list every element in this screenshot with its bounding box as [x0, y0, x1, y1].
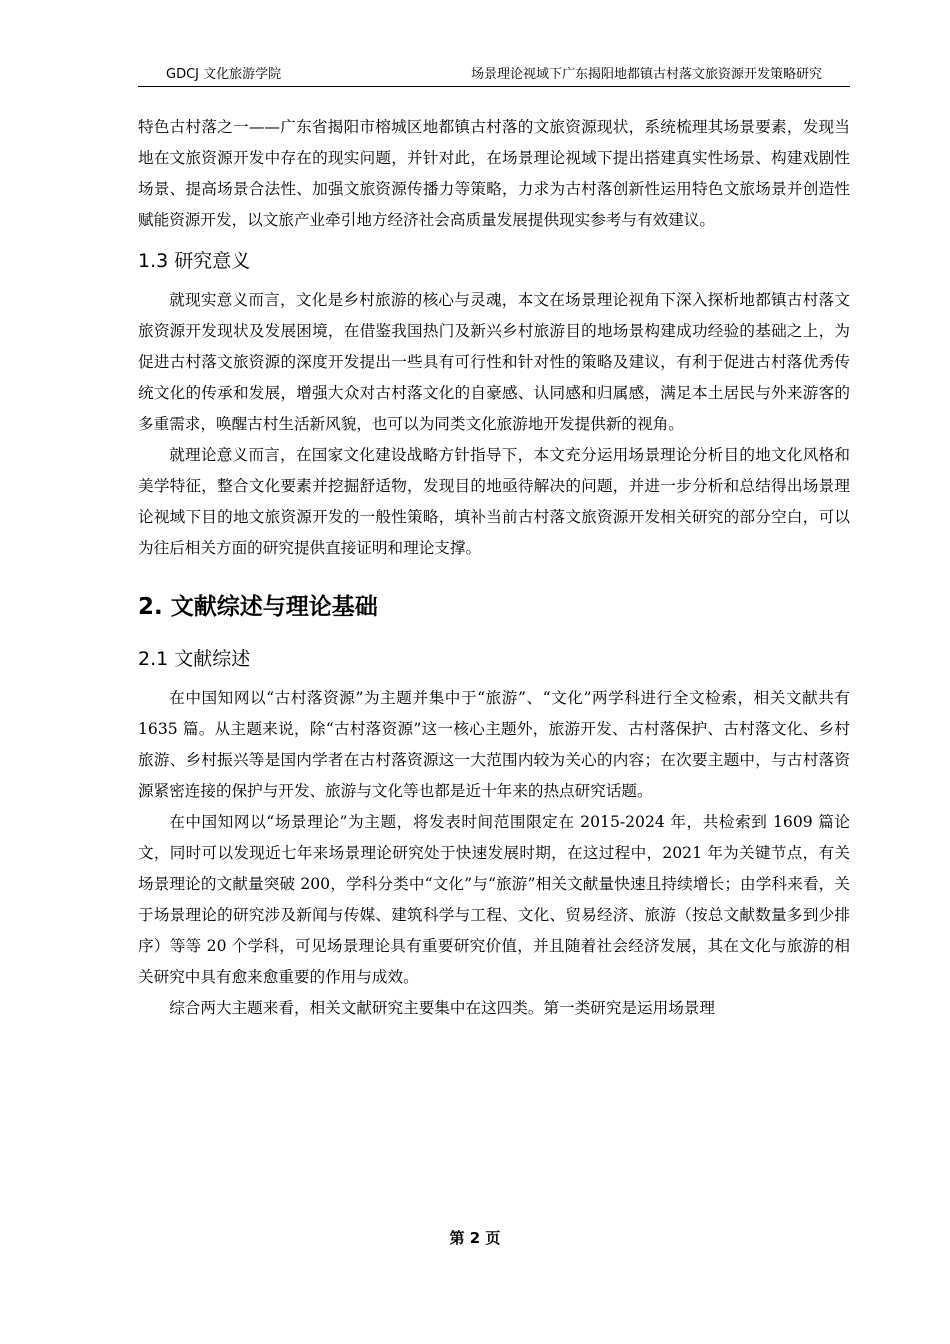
- page-content: [138, 112, 850, 1024]
- chapter-heading-2: 2. 文献综述与理论基础: [138, 594, 378, 620]
- paragraph-practical-significance: 就现实意义而言，文化是乡村旅游的核心与灵魂，本文在场景理论视角下深入探析地都镇古村落文旅资源开发现状及发展困境，在借鉴我国热门及新兴乡村旅游目的地场景构建成功经验的基础之上，为促进古村落文旅资源的深度开发提出一些具有可行性和针对性的策略及建议，有利于促进古村落优秀传统文化的传承和发展，增强大众对古村落文化的自豪感、认同感和归属感，满足本土居民与外来游客的多重需求，唤醒古村生活新风貌，也可以为同类文化旅游地开发提供新的视角。: [138, 291, 850, 433]
- section-heading-2-1: 2.1 文献综述: [138, 648, 251, 670]
- paragraph-literature-summary: 综合两大主题来看，相关文献研究主要集中在这四类。第一类研究是运用场景理: [169, 999, 715, 1017]
- page-header: [138, 66, 850, 87]
- paragraph-theoretical-significance: 就理论意义而言，在国家文化建设战略方针指导下，本文充分运用场景理论分析目的地文化风格和美学特征，整合文化要素并挖掘舒适物，发现目的地亟待解决的问题，并进一步分析和总结得出场景理论视域下目的地文旅资源开发的一般性策略，填补当前古村落文旅资源开发相关研究的部分空白，可以为往后相关方面的研究提供直接证明和理论支撑。: [138, 446, 850, 557]
- intro-paragraph-continued: 特色古村落之一——广东省揭阳市榕城区地都镇古村落的文旅资源现状，系统梳理其场景要素，发现当地在文旅资源开发中存在的现实问题，并针对此，在场景理论视域下提出搭建真实性场景、构建戏剧性场景、提高场景合法性、加强文旅资源传播力等策略，力求为古村落创新性运用特色文旅场景并创造性赋能资源开发，以文旅产业牵引地方经济社会高质量发展提供现实参考与有效建议。: [138, 118, 850, 229]
- paragraph-literature-ancient-villages: 在中国知网以“古村落资源”为主题并集中于“旅游”、“文化”两学科进行全文检索，相关文献共有 1635 篇。从主题来说，除“古村落资源”这一核心主题外，旅游开发、古村落保护、古村落文化、乡村旅游、乡村振兴等是国内学者在古村落资源这一大范围内较为关心的内容；在次要主题中，与古村落资源紧密连接的保护与开发、旅游与文化等也都是近十年来的热点研究话题。: [138, 689, 850, 800]
- header-paper-title: 场景理论视域下广东揭阳地都镇古村落文旅资源开发策略研究: [470, 67, 822, 82]
- section-heading-1-3: 1.3 研究意义: [138, 250, 251, 272]
- page-number: 第 2 页: [449, 1229, 501, 1247]
- header-school-name: GDCJ 文化旅游学院: [166, 67, 282, 82]
- paragraph-literature-scene-theory: 在中国知网以“场景理论”为主题，将发表时间范围限定在 2015-2024 年，共检索到 1609 篇论文，同时可以发现近七年来场景理论研究处于快速发展时期，在这过程中，2021 年为关键节点，有关场景理论的文献量突破 200，学科分类中“文化”与“旅游”相关文献量快速且持续增长；由学科来看，关于场景理论的研究涉及新闻与传媒、建筑科学与工程、文化、贸易经济、旅游（按总文献数量多到少排序）等等 20 个学科，可见场景理论具有重要研究价值，并且随着社会经济发展，其在文化与旅游的相关研究中具有愈来愈重要的作用与成效。: [138, 813, 850, 986]
